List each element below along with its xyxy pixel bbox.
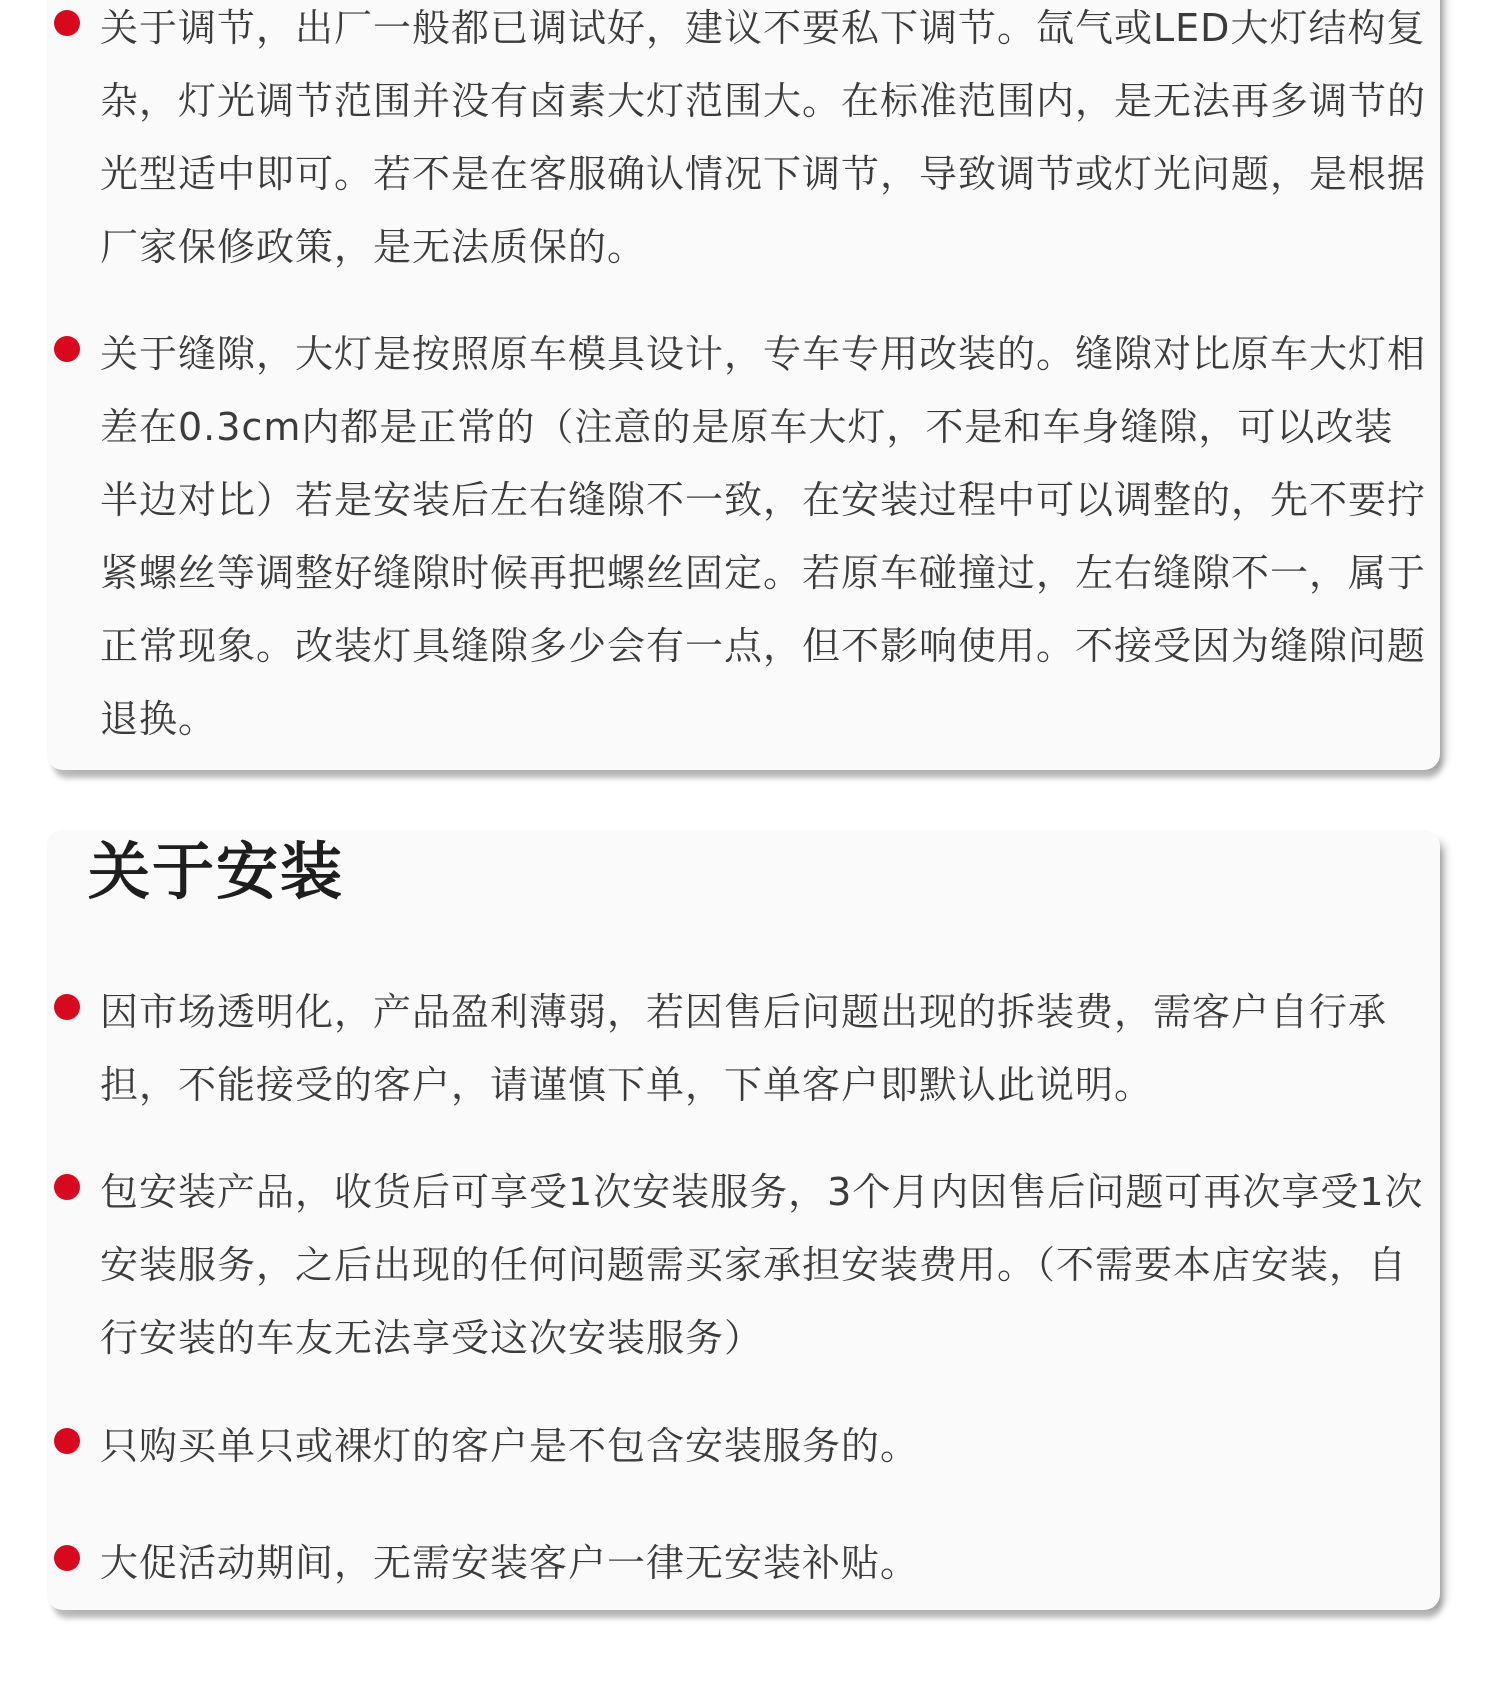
installation-item-text: 包安装产品，收货后可享受1次安装服务，3个月内因售后问题可再次享受1次安装服务，之后出现的任何问题需买家承担安装费用。（不需要本店安装，自行安装的车友无法享受这次安装服务） [100,1170,1424,1360]
installation-item [52,976,1432,1122]
bullet-dot-icon [54,1174,80,1200]
gap-item-text: 关于缝隙，大灯是按照原车模具设计，专车专用改装的。缝隙对比原车大灯相差在0.3cm内都是正常的（注意的是原车大灯，不是和车身缝隙，可以改装半边对比）若是安装后左右缝隙不一致，在安装过程中可以调整的，先不要拧紧螺丝等调整好缝隙时候再把螺丝固定。若原车碰撞过，左右缝隙不一，属于正常现象。改装灯具缝隙多少会有一点，但不影响使用。不接受因为缝隙问题退换。 [100,332,1427,741]
gap-item [52,318,1432,756]
bullet-dot-icon [54,336,80,362]
installation-item [52,1410,1432,1483]
installation-item [52,1527,1432,1600]
installation-item-text: 因市场透明化，产品盈利薄弱，若因售后问题出现的拆装费，需客户自行承担，不能接受的客户，请谨慎下单，下单客户即默认此说明。 [100,990,1388,1107]
adjustment-item-text: 关于调节，出厂一般都已调试好，建议不要私下调节。氙气或LED大灯结构复杂，灯光调节范围并没有卤素大灯范围大。在标准范围内，是无法再多调节的光型适中即可。若不是在客服确认情况下调节，导致调节或灯光问题，是根据厂家保修政策，是无法质保的。 [100,6,1427,269]
installation-section-title: 关于安装 [88,835,345,908]
installation-item-text: 只购买单只或裸灯的客户是不包含安装服务的。 [100,1424,920,1468]
installation-item [52,1156,1432,1375]
bullet-dot-icon [54,10,80,36]
bullet-dot-icon [54,1428,80,1454]
bullet-dot-icon [54,1545,80,1571]
bullet-dot-icon [54,994,80,1020]
installation-item-text: 大促活动期间，无需安装客户一律无安装补贴。 [100,1541,920,1585]
adjustment-item [52,0,1432,284]
